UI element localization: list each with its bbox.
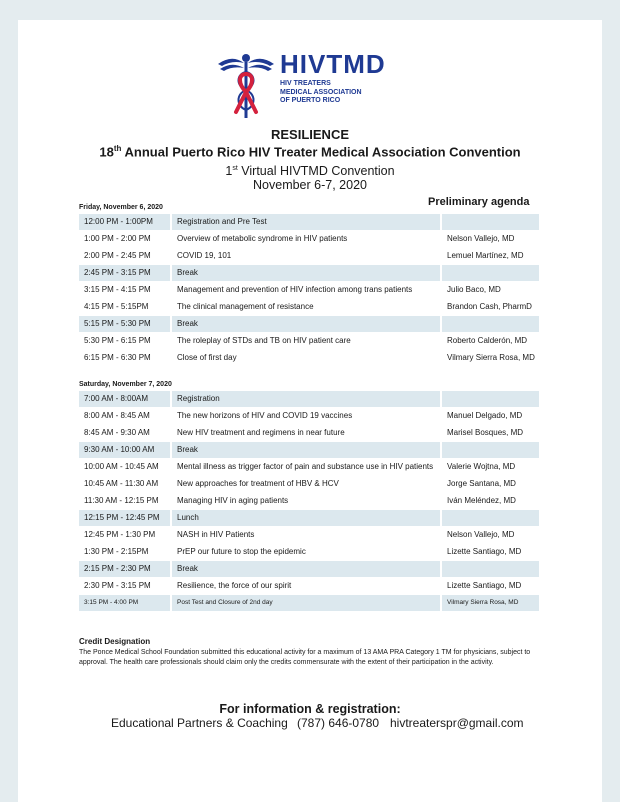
brand-subtitle-line: HIV TREATERS	[280, 80, 331, 87]
table-row	[79, 391, 541, 408]
table-row	[79, 442, 541, 459]
session-speaker: Lizette Santiago, MD	[442, 544, 539, 560]
session-speaker: Vilmary Sierra Rosa, MD	[442, 350, 539, 366]
session-topic: Close of first day	[172, 350, 440, 366]
table-row	[79, 316, 541, 333]
hivtmd-logo	[216, 50, 416, 122]
session-speaker: Lemuel Martínez, MD	[442, 248, 539, 264]
session-speaker	[442, 561, 539, 577]
credit-designation-text: The Ponce Medical School Foundation submitted this educational activity for a maximum of 13 AMA PRA Category 1 TM for physicians, subject to approval. The health care professionals should claim only the credits commensurate with the extent of their participation in the activity.	[79, 649, 531, 666]
session-topic: COVID 19, 101	[172, 248, 440, 264]
table-row	[79, 408, 541, 425]
session-topic: PrEP our future to stop the epidemic	[172, 544, 440, 560]
info-heading: For information & registration:	[219, 702, 401, 716]
convention-name: Annual Puerto Rico HIV Treater Medical Association Convention	[124, 144, 521, 160]
brand-block	[280, 50, 386, 106]
session-time: 3:15 PM - 4:15 PM	[79, 282, 170, 298]
table-row	[79, 333, 541, 350]
virtual-ordinal: 1	[225, 164, 233, 178]
table-row	[79, 561, 541, 578]
day-label-saturday: Saturday, November 7, 2020	[79, 381, 172, 388]
session-topic: Lunch	[172, 510, 440, 526]
session-speaker	[442, 442, 539, 458]
session-time: 6:15 PM - 6:30 PM	[79, 350, 170, 366]
session-time: 2:15 PM - 2:30 PM	[79, 561, 170, 577]
session-time: 8:45 AM - 9:30 AM	[79, 425, 170, 441]
table-row	[79, 527, 541, 544]
session-time: 12:45 PM - 1:30 PM	[79, 527, 170, 543]
session-topic: Managing HIV in aging patients	[172, 493, 440, 509]
session-time: 3:15 PM - 4:00 PM	[79, 595, 170, 611]
session-speaker: Valerie Wojtna, MD	[442, 459, 539, 475]
contact-email[interactable]: hivtreaterspr@gmail.com	[390, 716, 524, 730]
convention-ordinal: 18	[99, 144, 114, 160]
table-row	[79, 214, 541, 231]
brand-subtitle	[280, 80, 386, 106]
session-time: 10:45 AM - 11:30 AM	[79, 476, 170, 492]
session-topic: New HIV treatment and regimens in near future	[172, 425, 440, 441]
session-speaker: Manuel Delgado, MD	[442, 408, 539, 424]
convention-ordinal-suffix: th	[113, 144, 122, 153]
agenda-table-friday	[79, 214, 541, 367]
session-speaker: Lizette Santiago, MD	[442, 578, 539, 594]
table-row	[79, 544, 541, 561]
session-speaker	[442, 265, 539, 281]
session-time: 1:00 PM - 2:00 PM	[79, 231, 170, 247]
session-topic: Break	[172, 561, 440, 577]
session-speaker: Brandon Cash, PharmD	[442, 299, 539, 315]
table-row	[79, 476, 541, 493]
session-time: 2:45 PM - 3:15 PM	[79, 265, 170, 281]
session-topic: Management and prevention of HIV infection among trans patients	[172, 282, 440, 298]
session-topic: The new horizons of HIV and COVID 19 vaccines	[172, 408, 440, 424]
session-topic: Break	[172, 265, 440, 281]
session-topic: Post Test and Closure of 2nd day	[172, 595, 440, 611]
session-speaker	[442, 391, 539, 407]
convention-title	[0, 144, 620, 159]
session-speaker: Iván Meléndez, MD	[442, 493, 539, 509]
day-label-friday: Friday, November 6, 2020	[79, 204, 163, 211]
table-row	[79, 425, 541, 442]
virtual-name: Virtual HIVTMD Convention	[241, 164, 395, 178]
table-row	[79, 350, 541, 367]
session-time: 1:30 PM - 2:15PM	[79, 544, 170, 560]
session-time: 10:00 AM - 10:45 AM	[79, 459, 170, 475]
session-topic: Registration	[172, 391, 440, 407]
session-speaker: Marisel Bosques, MD	[442, 425, 539, 441]
session-time: 8:00 AM - 8:45 AM	[79, 408, 170, 424]
session-speaker: Jorge Santana, MD	[442, 476, 539, 492]
session-speaker	[442, 316, 539, 332]
virtual-ordinal-suffix: st	[232, 164, 238, 172]
session-time: 7:00 AM - 8:00AM	[79, 391, 170, 407]
session-time: 5:30 PM - 6:15 PM	[79, 333, 170, 349]
session-time: 12:15 PM - 12:45 PM	[79, 510, 170, 526]
table-row	[79, 299, 541, 316]
preliminary-agenda-label: Preliminary agenda	[428, 196, 530, 208]
session-topic: Registration and Pre Test	[172, 214, 440, 230]
session-speaker	[442, 510, 539, 526]
session-time: 9:30 AM - 10:00 AM	[79, 442, 170, 458]
session-time: 12:00 PM - 1:00PM	[79, 214, 170, 230]
agenda-table-saturday	[79, 391, 541, 612]
session-speaker: Julio Baco, MD	[442, 282, 539, 298]
session-topic: Break	[172, 316, 440, 332]
convention-dates: November 6-7, 2020	[253, 178, 367, 192]
table-row	[79, 595, 541, 612]
session-time: 4:15 PM - 5:15PM	[79, 299, 170, 315]
session-time: 2:00 PM - 2:45 PM	[79, 248, 170, 264]
table-row	[79, 265, 541, 282]
page-title: RESILIENCE	[270, 127, 349, 142]
session-topic: Break	[172, 442, 440, 458]
session-topic: Resilience, the force of our spirit	[172, 578, 440, 594]
session-speaker: Nelson Vallejo, MD	[442, 527, 539, 543]
table-row	[79, 493, 541, 510]
table-row	[79, 282, 541, 299]
session-time: 5:15 PM - 5:30 PM	[79, 316, 170, 332]
contact-phone: (787) 646-0780	[297, 716, 380, 730]
table-row	[79, 248, 541, 265]
session-time: 2:30 PM - 3:15 PM	[79, 578, 170, 594]
session-topic: New approaches for treatment of HBV & HCV	[172, 476, 440, 492]
brand-subtitle-line: OF PUERTO RICO	[280, 97, 341, 104]
session-speaker: Roberto Calderón, MD	[442, 333, 539, 349]
session-topic: Overview of metabolic syndrome in HIV patients	[172, 231, 440, 247]
virtual-title	[0, 164, 620, 178]
contact-organization: Educational Partners & Coaching	[111, 716, 288, 730]
table-row	[79, 510, 541, 527]
credit-designation-title: Credit Designation	[79, 637, 151, 646]
session-time: 11:30 AM - 12:15 PM	[79, 493, 170, 509]
table-row	[79, 459, 541, 476]
session-topic: The clinical management of resistance	[172, 299, 440, 315]
table-row	[79, 231, 541, 248]
caduceus-ribbon-icon	[216, 50, 276, 122]
session-topic: Mental illness as trigger factor of pain and substance use in HIV patients	[172, 459, 440, 475]
session-speaker	[442, 214, 539, 230]
session-speaker: Vilmary Sierra Rosa, MD	[442, 595, 539, 611]
session-topic: The roleplay of STDs and TB on HIV patient care	[172, 333, 440, 349]
brand-name: HIVTMD	[280, 49, 386, 79]
session-topic: NASH in HIV Patients	[172, 527, 440, 543]
brand-subtitle-line: MEDICAL ASSOCIATION	[280, 88, 362, 96]
session-speaker: Nelson Vallejo, MD	[442, 231, 539, 247]
table-row	[79, 578, 541, 595]
